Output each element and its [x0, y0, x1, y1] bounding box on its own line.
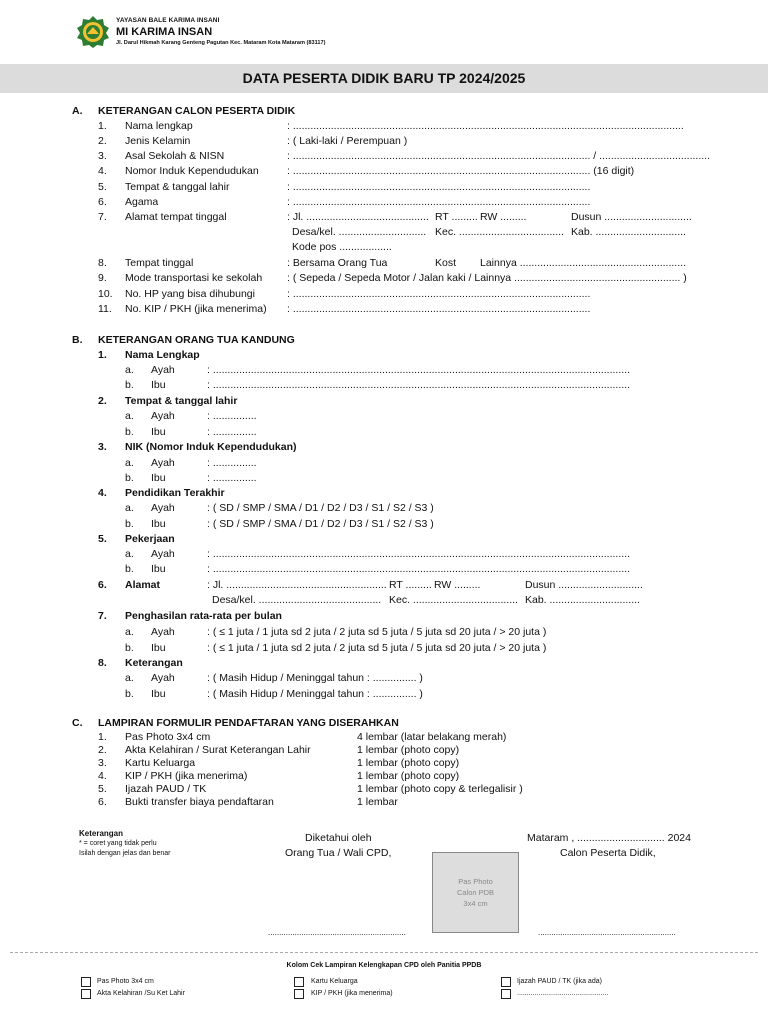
father-value[interactable]: : ............... [207, 457, 257, 469]
checkbox-kartu-keluarga[interactable] [294, 977, 304, 987]
parent-signature-line[interactable]: .............................................................. [268, 928, 406, 937]
group-number: 7. [98, 610, 107, 622]
group-number: 2. [98, 395, 107, 407]
place-date-field[interactable]: Mataram , .............................. 2024 [527, 832, 691, 844]
group-number: 3. [98, 441, 107, 453]
group-number: 4. [98, 487, 107, 499]
parent-address-desa[interactable]: Desa/kel. .......................................... [212, 594, 382, 606]
candidate-signature-label: Calon Peserta Didik, [560, 847, 656, 859]
school-address: Jl. Darul Hikmah Karang Genteng Pagutan Kec. Mataram Kota Mataram (83117) [116, 40, 326, 46]
sub-letter: a. [125, 626, 134, 638]
item-label: Agama [125, 196, 159, 208]
attachment-qty: 1 lembar (photo copy) [357, 770, 460, 782]
item-number: 10. [98, 288, 113, 300]
mother-value[interactable]: : ( ≤ 1 juta / 1 juta sd 2 juta / 2 juta sd 5 juta / 5 juta sd 20 juta / > 20 juta ) [207, 642, 547, 654]
attachment-number: 2. [98, 744, 107, 756]
father-value[interactable]: : ( SD / SMP / SMA / D1 / D2 / D3 / S1 / S2 / S3 ) [207, 502, 434, 514]
address-kodepos[interactable]: Kode pos .................. [292, 241, 392, 253]
father-label: Ayah [151, 502, 175, 514]
attachment-label: Pas Photo 3x4 cm [125, 731, 211, 743]
attachment-number: 3. [98, 757, 107, 769]
father-value[interactable]: : ( Masih Hidup / Meninggal tahun : ............... ) [207, 672, 423, 684]
item-value[interactable]: : ...................................................................................................... [287, 303, 591, 315]
checklist-label: Ijazah PAUD / TK (jika ada) [517, 978, 602, 985]
item-value[interactable]: : ...................................................................................................... [287, 196, 591, 208]
attachment-number: 4. [98, 770, 107, 782]
item-number: 9. [98, 272, 107, 284]
page-title: DATA PESERTA DIDIK BARU TP 2024/2025 [242, 70, 526, 86]
item-value[interactable]: : ...................................................................................................... / ...................................... [287, 150, 710, 162]
attachment-number: 5. [98, 783, 107, 795]
mother-value[interactable]: : ............... [207, 426, 257, 438]
section-b-heading: KETERANGAN ORANG TUA KANDUNG [98, 334, 295, 346]
father-value[interactable]: : ............................................................................................................................................... [207, 364, 630, 376]
photo-label: Calon PDB [456, 888, 495, 897]
sub-letter: a. [125, 364, 134, 376]
item-value[interactable]: : ...................................................................................................... (16 digit) [287, 165, 635, 177]
item-label: Alamat tempat tinggal [125, 211, 227, 223]
note-line: Isilah dengan jelas dan benar [79, 850, 171, 857]
father-label: Ayah [151, 626, 175, 638]
mother-value[interactable]: : ( SD / SMP / SMA / D1 / D2 / D3 / S1 / S2 / S3 ) [207, 518, 434, 530]
parent-signature-label: Orang Tua / Wali CPD, [285, 847, 392, 859]
address-kec[interactable]: Kec. .................................... [435, 226, 564, 238]
mother-label: Ibu [151, 642, 166, 654]
item-value[interactable]: : ( Laki-laki / Perempuan ) [287, 135, 408, 147]
section-a-letter: A. [72, 105, 83, 117]
group-title: Tempat & tanggal lahir [125, 395, 238, 407]
mother-label: Ibu [151, 426, 166, 438]
attachment-number: 1. [98, 731, 107, 743]
item-number: 5. [98, 181, 107, 193]
mother-label: Ibu [151, 563, 166, 575]
attachment-label: Ijazah PAUD / TK [125, 783, 207, 795]
note-title: Keterangan [79, 829, 124, 838]
sub-letter: a. [125, 502, 134, 514]
sub-letter: b. [125, 563, 134, 575]
item-number: 11. [98, 303, 112, 315]
address-rt[interactable]: RT ......... [435, 211, 478, 223]
attachment-label: Akta Kelahiran / Surat Keterangan Lahir [125, 744, 311, 756]
attachment-qty: 1 lembar (photo copy & terlegalisir ) [357, 783, 523, 795]
item-number: 1. [98, 120, 107, 132]
attachment-qty: 4 lembar (latar belakang merah) [357, 731, 507, 743]
checkbox-pas-photo[interactable] [81, 977, 91, 987]
known-by-label: Diketahui oleh [305, 832, 372, 844]
section-c-heading: LAMPIRAN FORMULIR PENDAFTARAN YANG DISERAHKAN [98, 717, 399, 729]
group-number: 8. [98, 657, 107, 669]
item-label: Tempat & tanggal lahir [125, 181, 230, 193]
attachment-label: KIP / PKH (jika menerima) [125, 770, 248, 782]
item-value[interactable]: : ...................................................................................................................................... [287, 120, 684, 132]
note-line: * = coret yang tidak perlu [79, 840, 157, 847]
father-label: Ayah [151, 410, 175, 422]
checklist-label: Pas Photo 3x4 cm [97, 978, 154, 985]
sub-letter: b. [125, 688, 134, 700]
sub-letter: b. [125, 472, 134, 484]
group-title: Keterangan [125, 657, 183, 669]
father-value[interactable]: : ( ≤ 1 juta / 1 juta sd 2 juta / 2 juta sd 5 juta / 5 juta sd 20 juta / > 20 juta ) [207, 626, 547, 638]
checkbox-akta[interactable] [81, 989, 91, 999]
item-label: Nama lengkap [125, 120, 193, 132]
item-number: 3. [98, 150, 107, 162]
sub-letter: a. [125, 410, 134, 422]
group-number: 6. [98, 579, 107, 591]
mother-value[interactable]: : ............................................................................................................................................... [207, 563, 630, 575]
parent-address-kec[interactable]: Kec. .................................... [389, 594, 518, 606]
group-title: NIK (Nomor Induk Kependudukan) [125, 441, 297, 453]
mother-label: Ibu [151, 472, 166, 484]
item-label: No. KIP / PKH (jika menerima) [125, 303, 267, 315]
photo-placeholder [432, 852, 519, 933]
item-label: Tempat tinggal [125, 257, 194, 269]
checklist-label: KIP / PKH (jika menerima) [311, 990, 393, 997]
group-title: Alamat [125, 579, 161, 591]
group-number: 1. [98, 349, 107, 361]
attachment-qty: 1 lembar (photo copy) [357, 757, 460, 769]
checkbox-kip-pkh[interactable] [294, 989, 304, 999]
item-number: 6. [98, 196, 107, 208]
item-number: 4. [98, 165, 107, 177]
address-kab[interactable]: Kab. ............................... [571, 226, 686, 238]
candidate-signature-line[interactable]: .............................................................. [538, 928, 676, 937]
photo-label: 3x4 cm [463, 899, 488, 908]
father-value[interactable]: : ............................................................................................................................................... [207, 548, 630, 560]
attachment-number: 6. [98, 796, 107, 808]
group-title: Pekerjaan [125, 533, 175, 545]
item-label: Nomor Induk Kependudukan [125, 165, 259, 177]
father-label: Ayah [151, 457, 175, 469]
item-value[interactable]: : ...................................................................................................... [287, 288, 591, 300]
attachment-qty: 1 lembar (photo copy) [357, 744, 460, 756]
item-label: No. HP yang bisa dihubungi [125, 288, 255, 300]
mother-label: Ibu [151, 379, 166, 391]
section-a-heading: KETERANGAN CALON PESERTA DIDIK [98, 105, 296, 117]
checklist-label: Kartu Keluarga [311, 978, 358, 985]
checklist-label: Akta Kelahiran /Su Ket Lahir [97, 990, 185, 997]
item-number: 2. [98, 135, 107, 147]
checklist-label[interactable]: ............................................... [517, 990, 609, 997]
parent-address-rt[interactable]: RT ......... [389, 579, 432, 591]
sub-letter: a. [125, 548, 134, 560]
attachment-qty: 1 lembar [357, 796, 398, 808]
checklist-title: Kolom Cek Lampiran Kelengkapan CPD oleh Panitia PPDB [286, 962, 482, 969]
item-value[interactable]: : ...................................................................................................... [287, 181, 591, 193]
item-label: Jenis Kelamin [125, 135, 191, 147]
parent-address-rw[interactable]: RW ......... [434, 579, 481, 591]
father-label: Ayah [151, 672, 175, 684]
item-number: 8. [98, 257, 107, 269]
mother-value[interactable]: : ( Masih Hidup / Meninggal tahun : ............... ) [207, 688, 423, 700]
sub-letter: b. [125, 642, 134, 654]
section-c-letter: C. [72, 717, 83, 729]
father-value[interactable]: : ............... [207, 410, 257, 422]
item-value[interactable]: : ( Sepeda / Sepeda Motor / Jalan kaki / Lainnya ......................................................... ) [287, 272, 687, 284]
sub-letter: b. [125, 518, 134, 530]
mother-value[interactable]: : ............... [207, 472, 257, 484]
residence-option-kost[interactable]: Kost [435, 257, 457, 269]
residence-option-parents[interactable]: : Bersama Orang Tua [287, 257, 388, 269]
item-label: Mode transportasi ke sekolah [125, 272, 263, 284]
item-label: Asal Sekolah & NISN [125, 150, 225, 162]
father-label: Ayah [151, 364, 175, 376]
address-desa[interactable]: Desa/kel. .............................. [292, 226, 427, 238]
address-dusun[interactable]: Dusun .............................. [571, 211, 692, 223]
item-number: 7. [98, 211, 107, 223]
mother-label: Ibu [151, 688, 166, 700]
parent-address-jl[interactable]: : Jl. ....................................................... [207, 579, 387, 591]
mother-label: Ibu [151, 518, 166, 530]
father-label: Ayah [151, 548, 175, 560]
group-title: Nama Lengkap [125, 349, 200, 361]
school-emblem-icon [76, 15, 110, 49]
checkbox-other[interactable] [501, 989, 511, 999]
attachment-label: Kartu Keluarga [125, 757, 196, 769]
photo-label: Pas Photo [458, 877, 493, 886]
residence-option-other[interactable]: Lainnya ......................................................... [480, 257, 686, 269]
section-b-letter: B. [72, 334, 83, 346]
parent-address-kab[interactable]: Kab. ............................... [525, 594, 640, 606]
foundation-name: YAYASAN BALE KARIMA INSANI [116, 17, 220, 24]
cut-line [10, 952, 758, 953]
group-title: Pendidikan Terakhir [125, 487, 225, 499]
group-number: 5. [98, 533, 107, 545]
school-name: MI KARIMA INSAN [116, 26, 213, 38]
address-jl[interactable]: : Jl. .......................................... [287, 211, 429, 223]
sub-letter: b. [125, 379, 134, 391]
attachment-label: Bukti transfer biaya pendaftaran [125, 796, 274, 808]
sub-letter: b. [125, 426, 134, 438]
sub-letter: a. [125, 457, 134, 469]
parent-address-dusun[interactable]: Dusun ............................. [525, 579, 643, 591]
mother-value[interactable]: : ............................................................................................................................................... [207, 379, 630, 391]
sub-letter: a. [125, 672, 134, 684]
checkbox-ijazah[interactable] [501, 977, 511, 987]
group-title: Penghasilan rata-rata per bulan [125, 610, 282, 622]
address-rw[interactable]: RW ......... [480, 211, 527, 223]
